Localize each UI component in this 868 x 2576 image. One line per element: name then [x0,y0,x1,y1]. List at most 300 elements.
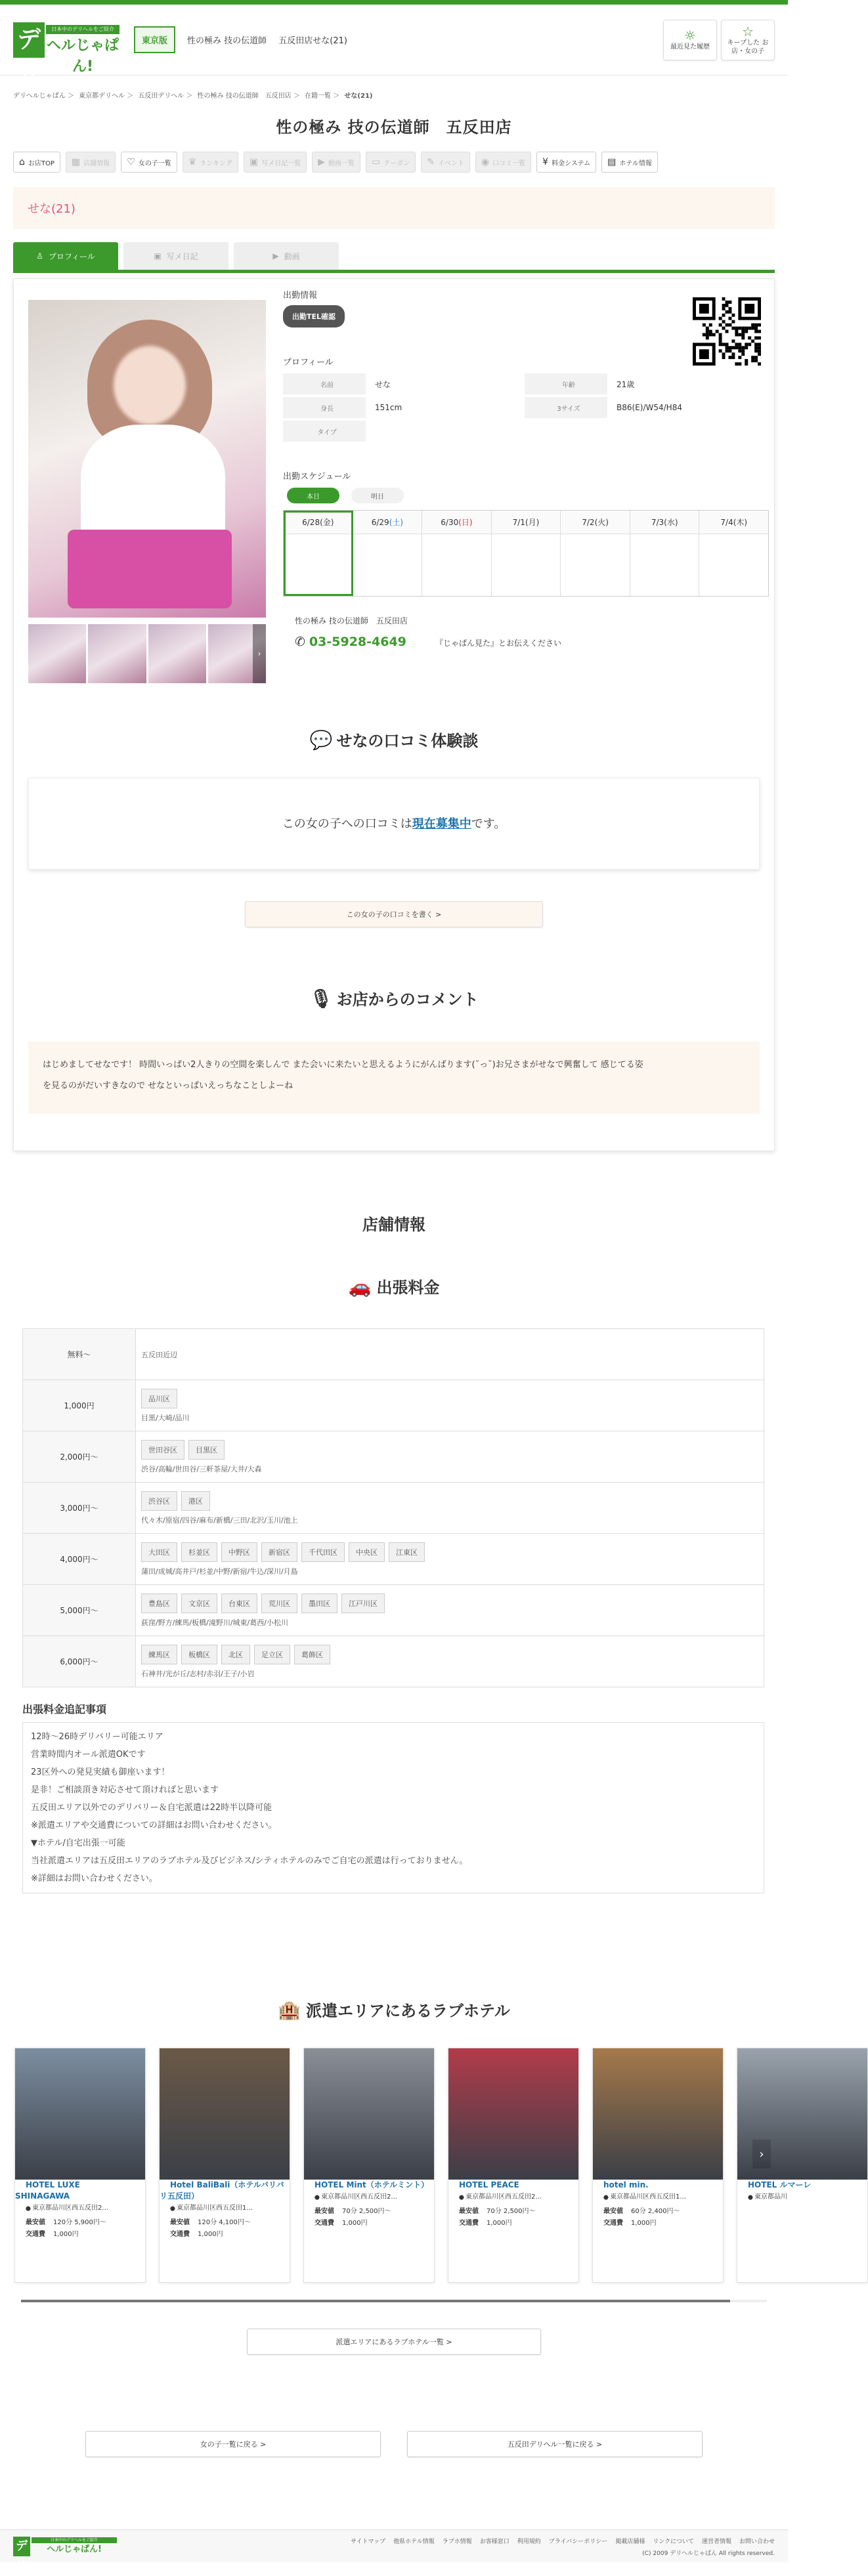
nav-item[interactable] [121,152,177,173]
attendance-label: 出勤情報 [283,291,318,301]
nav-icon: ▣ [249,157,259,167]
qr-module [741,336,745,339]
profile-empty [607,421,766,442]
table-row [23,1534,764,1585]
qr-module [735,333,738,336]
hotel-card[interactable] [592,2048,724,2283]
qr-module [758,343,761,346]
zone-list [141,1389,758,1412]
write-review-button[interactable]: この女の子の口コミを書く > [245,901,543,927]
hotel-min-value: 60分 2,400円〜 [631,2208,680,2215]
qr-module [745,346,748,349]
tab-1[interactable] [123,242,228,270]
zone-tag: 中野区 [221,1542,257,1562]
zone-tag: 足立区 [254,1645,290,1664]
hotel-min-row [459,2206,568,2218]
tab-tomorrow[interactable]: 明日 [351,488,404,503]
zone-cell [136,1636,764,1687]
schedule-date-num: 7/1 [512,518,525,527]
girl-tabs [13,242,775,270]
nav-item [183,152,238,173]
nav-item-label: ホテル情報 [619,159,652,167]
breadcrumb-item[interactable]: 東京都デリヘル [79,93,125,100]
tab-2[interactable] [234,242,339,270]
qr-module [726,330,729,333]
hotel-address [304,2191,434,2201]
zone-list [141,1440,758,1464]
zone-tag: 板橋区 [181,1645,217,1664]
nav-item-label: 口コミ一覧 [492,159,526,167]
zone-tag: 目黒区 [188,1440,225,1460]
hotel-min-label: 最安値 [459,2208,479,2215]
review-box [28,778,760,870]
qr-module [719,324,722,327]
reviews-heading [14,728,774,751]
schedule-date-num: 7/2 [582,518,595,527]
schedule-date-num: 6/28 [302,518,320,527]
qr-module [706,336,709,339]
review-text-post: です。 [471,817,506,831]
hotel-fare-row [459,2218,568,2229]
site-header [0,5,788,89]
footer-link[interactable]: ラブホ情報 [442,2539,472,2545]
hotels-title: 派遣エリアにあるラブホテル [306,2002,510,2020]
qr-module [738,356,741,359]
hotel-list-button[interactable]: 派遣エリアにあるラブホテル一覧 > [247,2329,541,2355]
back-area-button[interactable]: 五反田デリヘル一覧に戻る > [407,2431,703,2457]
nav-item-label: 動画一覧 [328,159,355,167]
schedule-day [284,511,353,596]
qr-module [735,330,738,333]
zone-tag: 世田谷区 [141,1440,184,1460]
car-icon: 🚗 [348,1276,372,1298]
zone-tag: 杉並区 [181,1542,217,1562]
zone-tag: 新宿区 [261,1542,297,1562]
schedule-day [353,511,423,596]
shop-nav [0,152,788,173]
schedule-date-num: 6/30 [441,518,459,527]
site-logo[interactable] [13,22,119,89]
hotel-address-text: 東京都品川区西五反田1... [610,2193,686,2201]
qr-module [731,352,735,356]
profile-key: 年齢 [525,373,607,394]
table-row [283,421,766,442]
qr-module [731,339,735,343]
hotel-fare-value: 1,000円 [198,2231,223,2238]
hotel-photo[interactable] [304,2048,434,2180]
qr-module [709,324,712,327]
tel-number[interactable] [295,635,406,649]
zone-tag: 葛飾区 [294,1645,330,1664]
zone-list [141,1594,758,1617]
zone-tag: 豊島区 [141,1594,177,1613]
hotel-carousel [14,2048,868,2283]
hotel-prices [160,2212,290,2241]
profile-key: 3サイズ [525,397,607,418]
qr-module [706,333,709,336]
qr-module [728,310,731,314]
qr-module [738,327,741,330]
hotel-photo[interactable] [448,2048,578,2180]
price-cell: 3,000円〜 [23,1483,136,1534]
price-cell: 6,000円〜 [23,1636,136,1687]
thumbnail-next-arrow[interactable]: › [253,624,266,683]
qr-module [748,336,751,339]
note-line: 営業時間内オール派遣OKです [31,1750,146,1760]
hotel-card[interactable] [303,2048,435,2283]
qr-module [722,352,726,356]
hotel-address [160,2202,290,2212]
schedule-date [630,511,699,534]
qr-module [731,327,735,330]
nav-item-label: ランキング [200,159,232,167]
microphone-icon: 🎙 [309,988,333,1009]
qr-module [719,333,722,336]
qr-module [722,297,726,301]
footer-link[interactable]: お問い合わせ [739,2539,775,2545]
carousel-scrollbar[interactable] [21,2300,767,2302]
nav-item [312,152,360,173]
scrollbar-thumb[interactable] [21,2300,730,2302]
qr-module [722,327,726,330]
zone-tag: 大田区 [141,1542,177,1562]
profile-key: タイプ [283,421,366,442]
girl-main-photo[interactable] [28,300,266,618]
review-recruit-link[interactable]: 現在募集中 [412,817,471,831]
qr-module [754,349,758,352]
qr-module [754,343,758,346]
schedule-weekday: (土) [389,518,404,527]
nav-item[interactable] [536,152,596,173]
tab-0[interactable] [13,242,118,270]
qr-module [728,356,731,359]
hotel-name[interactable]: HOTEL Mint（ホテルミント） [315,2180,429,2189]
trip-fee-title: 出張料金 [376,1278,440,1297]
profile-label: プロフィール [283,358,334,368]
nav-item-label: 女の子一覧 [138,159,171,167]
qr-module [728,307,731,310]
breadcrumb-item[interactable]: 五反田デリヘル [138,93,184,100]
hotel-card[interactable] [159,2048,290,2283]
qr-code [693,297,761,366]
hotel-name[interactable]: Hotel BaliBali（ホテルバリバリ五反田） [160,2180,284,2201]
schedule-date [353,511,422,534]
hotel-address-text: 東京都品川区西五反田2... [32,2205,108,2212]
footer-logo[interactable] [13,2537,118,2573]
qr-module [751,339,754,343]
profile-value: 151cm [375,403,402,412]
hotel-fare-label: 交通費 [459,2220,479,2227]
page-title: 性の極み 技の伝道師 五反田店 [276,118,512,137]
qr-module [745,362,748,366]
qr-module [719,339,722,343]
qr-module [722,356,726,359]
hotel-name[interactable]: hotel min. [603,2180,649,2189]
hotel-prices [15,2212,145,2241]
hotel-fare-row [315,2218,423,2229]
phone-icon: ✆ [295,635,305,649]
qr-module [758,324,761,327]
carousel-next-arrow[interactable]: › [752,2140,771,2168]
qr-module [728,324,731,327]
zone-cell [136,1534,764,1585]
nav-item [366,152,416,173]
hotel-name[interactable]: HOTEL LUXE SHINAGAWA [15,2180,80,2201]
schedule-date-num: 6/29 [371,518,389,527]
zone-tag: 墨田区 [301,1594,337,1613]
qr-module [751,359,754,362]
zone-cell [136,1585,764,1636]
tab-underline [13,270,775,273]
attendance-block [283,305,345,327]
hotel-min-value: 120分 4,100円〜 [198,2219,251,2226]
nav-item-label: お店TOP [28,159,54,167]
qr-module [741,352,745,356]
zone-tag: 練馬区 [141,1645,177,1664]
nav-icon: ▤ [607,157,617,167]
hotel-card[interactable] [448,2048,579,2283]
nav-icon: ¥ [542,157,549,167]
nav-item [66,152,116,173]
shop-line: 性の極み 技の伝道師 五反田店 [295,616,408,625]
zone-cell [136,1329,764,1380]
hotel-fare-label: 交通費 [603,2220,623,2227]
qr-module [731,320,735,324]
qr-module [726,304,729,307]
qr-module [738,343,741,346]
table-row [23,1585,764,1636]
qr-module [728,349,731,352]
nav-item [244,152,307,173]
note-line: 12時〜26時デリバリー可能エリア [31,1732,163,1742]
zone-sub: 五反田近辺 [141,1350,177,1359]
qr-module [726,324,729,327]
zone-tag: 江戸川区 [341,1594,385,1613]
profile-value: B86(E)/W54/H84 [617,403,682,412]
table-row [283,397,766,418]
zone-sub: 渋谷/高輪/世田谷/三軒茶屋/大井/大森 [141,1464,262,1473]
qr-module [758,330,761,333]
qr-module [748,327,751,330]
zone-tag: 中央区 [349,1542,385,1562]
hotel-address-text: 東京都品川区西五反田2... [466,2193,542,2201]
top-bar [0,0,788,5]
nav-item [421,152,470,173]
photo-skirt [68,530,232,608]
comment-line: はじめましてせなです！ 時間いっぱい2人きりの空間を楽しんで また会いに来たいと思えるようにがんばります(˘っ˘)お兄さまがせなで興奮して 感じてる姿 [43,1060,643,1070]
tel-text: 03-5928-4649 [309,635,406,649]
nav-icon: ♡ [127,157,135,167]
keep-list-button[interactable] [721,20,775,60]
footer-link[interactable]: お客様窓口 [479,2539,510,2545]
tab-icon: ▶ [272,251,279,261]
speech-bubble-icon: 💬 [309,729,333,751]
footer-link[interactable]: 掲載店舗様 [615,2539,645,2545]
hotel-photo[interactable] [160,2048,290,2180]
profile-card [13,278,775,1151]
schedule-weekday: (水) [664,518,678,527]
qr-module [709,330,712,333]
qr-module [745,359,748,362]
table-row [23,1329,764,1380]
footer-links [343,2537,775,2545]
sun-icon: ☼ [684,28,696,43]
qr-module [706,330,709,333]
zone-tag: 江東区 [389,1542,425,1562]
qr-module [726,301,729,304]
hotel-min-label: 最安値 [170,2219,190,2226]
back-girls-button[interactable]: 女の子一覧に戻る > [85,2431,381,2457]
photo-thumbnail[interactable] [148,624,206,683]
header-shop-name [187,33,357,46]
hotel-address [15,2202,145,2212]
footer-link[interactable]: サイトマップ [351,2539,386,2545]
nav-icon: ✎ [427,157,435,167]
breadcrumb-current: せな(21) [344,93,373,100]
footer-link[interactable]: リンクについて [653,2539,694,2545]
qr-module [719,317,722,320]
qr-module [758,349,761,352]
hotel-fare-value: 1,000円 [487,2220,512,2227]
hotel-photo[interactable] [593,2048,723,2180]
qr-module [726,349,729,352]
zone-tag: 台東区 [221,1594,257,1613]
tab-label: プロフィール [48,251,95,261]
footer-link[interactable]: 運営者情報 [701,2539,731,2545]
qr-module [731,346,735,349]
qr-module [748,343,751,346]
hotel-min-row [170,2217,279,2229]
price-cell: 5,000円〜 [23,1585,136,1636]
schedule-weekday: (日) [458,518,473,527]
breadcrumb-item[interactable]: 性の極み 技の伝道師 五反田店 [197,93,292,100]
table-row [23,1431,764,1483]
note-line: 是非！ご相談頂き対応させて頂ければと思います [31,1785,219,1795]
hotel-fare-label: 交通費 [315,2220,334,2227]
qr-module [722,307,726,310]
schedule-day [492,511,561,596]
comment-heading [14,986,774,1009]
notes-box [22,1722,764,1893]
schedule-date [561,511,630,534]
hotel-prices [593,2201,723,2229]
qr-module [738,362,741,366]
photo-thumbnails [28,624,266,683]
footer-link[interactable]: 他県ホテル情報 [393,2539,435,2545]
schedule-day [630,511,700,596]
note-line: ※派遣エリアや交通費についての詳細はお問い合わせください。 [31,1821,277,1830]
tab-label: 動画 [284,251,300,261]
tel-confirm-button[interactable]: 出勤TEL確認 [283,305,345,327]
zone-cell [136,1431,764,1483]
nav-item [475,152,531,173]
qr-module [728,301,731,304]
hotel-min-row [603,2206,712,2218]
qr-module [709,333,712,336]
zone-tag: 文京区 [181,1594,217,1613]
reviews-title: せなの口コミ体験談 [336,732,479,750]
schedule-day [699,511,768,596]
nav-item-label: イベント [437,159,464,167]
hotel-min-label: 最安値 [26,2219,45,2226]
zone-tag: 港区 [181,1491,210,1511]
hotel-address-text: 東京都品川区西五反田1... [177,2205,253,2212]
schedule-label: 出勤スケジュール [283,472,351,482]
hotel-address-text: 東京都品川区西五反田2... [321,2193,397,2201]
header-shop-label: 性の極み 技の伝道師 [187,36,267,46]
footer-logo-tagline: 日本中のデリヘルをご紹介 [32,2537,117,2543]
photo-thumbnail[interactable] [88,624,146,683]
qr-module [726,346,729,349]
price-cell: 無料〜 [23,1329,136,1380]
hotel-card[interactable] [14,2048,146,2283]
pin-icon: ⬤ [603,2195,611,2200]
hotel-address [448,2191,578,2201]
zone-tag: 千代田区 [301,1542,345,1562]
qr-module [738,349,741,352]
photo-thumbnail[interactable] [28,624,86,683]
zone-tag: 品川区 [141,1389,177,1408]
profile-key: 身長 [283,397,366,418]
nav-icon: ▶ [318,157,325,167]
qr-module [703,324,706,327]
qr-module [745,304,754,314]
header-actions [659,20,775,60]
header-girl-label: 五反田店せな(21) [278,36,347,46]
recent-history-button[interactable] [663,20,717,60]
qr-module [722,343,726,346]
qr-module [699,304,709,314]
tab-today[interactable]: 本日 [287,488,339,503]
pin-icon: ⬤ [170,2206,177,2211]
profile-value [366,421,525,442]
qr-module [754,336,758,339]
qr-module [751,324,754,327]
qr-module [745,343,748,346]
hotel-fare-row [26,2229,135,2241]
hotel-name[interactable]: HOTEL ルマーレ [748,2180,812,2189]
note-line: ※詳細はお問い合わせください。 [31,1874,158,1884]
qr-module [719,343,722,346]
qr-module [722,304,726,307]
hotel-address-text: 東京都品川 [754,2193,788,2201]
price-cell: 4,000円〜 [23,1534,136,1585]
region-badge[interactable]: 東京版 [134,26,175,53]
footer-link[interactable]: プライバシーポリシー [548,2539,608,2545]
breadcrumb-item[interactable]: デリヘルじゃぱん [13,93,66,100]
nav-item[interactable] [601,152,658,173]
hotel-photo[interactable] [15,2048,145,2180]
qr-module [745,327,748,330]
footer-link[interactable]: 利用規約 [517,2539,541,2545]
breadcrumb-item[interactable]: 在籍一覧 [305,93,332,100]
tab-label: 写メ日記 [166,251,198,261]
recent-history-label: 最近見た履歴 [670,43,710,51]
hotel-min-value: 70分 2,500円〜 [487,2208,536,2215]
hotel-icon: 🏨 [278,1999,301,2021]
hotel-name[interactable]: HOTEL PEACE [459,2180,519,2189]
zone-sub: 目黒/大崎/品川 [141,1413,190,1422]
hotel-prices [448,2201,578,2229]
nav-item[interactable] [13,152,60,173]
qr-module [728,346,731,349]
hotel-fare-label: 交通費 [26,2231,45,2238]
shop-comment [28,1042,760,1114]
logo-mark: デリ [13,22,45,58]
schedule-weekday: (木) [733,518,748,527]
qr-module [741,346,745,349]
qr-module [741,330,745,333]
